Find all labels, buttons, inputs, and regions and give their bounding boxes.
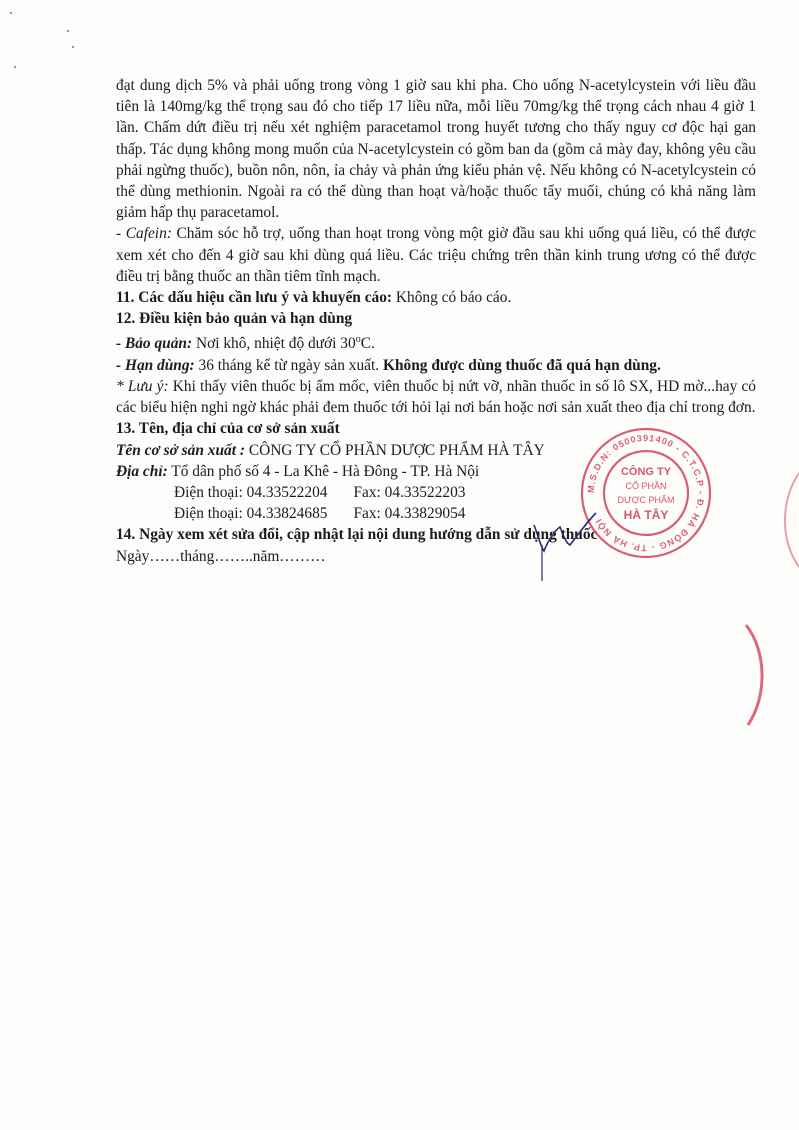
cafein-label: - Cafein:: [116, 225, 172, 243]
cafein-text: Chăm sóc hỗ trợ, uống than hoạt trong vòng một giờ đầu sau khi uống quá liều, có thể được xem xét cho đến 4 giờ sau khi dùng quá liều. Các triệu chứng trên thần kinh trung ương có thể được điều trị bằng thuốc an thần tiêm tĩnh mạch.: [116, 225, 756, 285]
degree-sup: o: [355, 334, 361, 346]
address-label: Địa chỉ:: [116, 462, 168, 480]
partial-stamp-mark: [736, 620, 776, 730]
storage-unit: C.: [360, 335, 375, 353]
scan-speck: [10, 12, 12, 14]
expiry-label: - Hạn dùng:: [116, 356, 195, 374]
signature: [520, 505, 600, 585]
section-12-title: 12. Điều kiện bảo quản và hạn dùng: [116, 310, 353, 328]
section-11-text: Không có báo cáo.: [392, 289, 512, 307]
storage-text: Nơi khô, nhiệt độ dưới 30: [192, 335, 356, 353]
phone-number: Điện thoại: 04.33522204: [174, 483, 328, 501]
scan-speck: [14, 66, 16, 68]
scan-speck: [72, 46, 74, 48]
stamp-line-4: HÀ TÂY: [623, 508, 669, 522]
date-line: Ngày……tháng……..năm………: [116, 547, 326, 565]
partial-stamp-mark: [772, 470, 799, 570]
section-13-title: 13. Tên, địa chỉ của cơ sở sản xuất: [116, 420, 340, 438]
storage-label: - Bảo quản:: [116, 335, 193, 353]
cafein-paragraph: [116, 223, 756, 287]
note-text: Khi thấy viên thuốc bị ẩm mốc, viên thuốc bị nứt vỡ, nhãn thuốc in số lô SX, HD mờ...hay có các biểu hiện nghi ngờ khác phải đem thuốc tới hỏi lại nơi bán hoặc nơi sản xuất theo địa chỉ trong đơn.: [116, 377, 757, 417]
section-11-title: 11. Các dấu hiệu cần lưu ý và khuyến cáo:: [116, 289, 393, 307]
section-14-title: 14. Ngày xem xét sửa đổi, cập nhật lại nội dung hướng dẫn sử dụng thuốc: [116, 526, 598, 544]
maker-name: CÔNG TY CỔ PHẦN DƯỢC PHẨM HÀ TÂY: [244, 441, 545, 459]
section-11: [116, 287, 756, 308]
phone-number: Điện thoại: 04.33824685: [174, 505, 328, 523]
storage-line: [116, 329, 756, 354]
expiry-text: 36 tháng kể từ ngày sản xuất.: [194, 356, 383, 374]
maker-label: Tên cơ sở sản xuất :: [116, 441, 245, 459]
expiry-warning: Không được dùng thuốc đã quá hạn dùng.: [382, 356, 661, 374]
stamp-line-2: CỔ PHẦN: [625, 481, 667, 491]
antidote-paragraph: đạt dung dịch 5% và phải uống trong vòng 1 giờ sau khi pha. Cho uống N-acetylcystein với liều đầu tiên là 140mg/kg thể trọng sau đó cho tiếp 17 liều nữa, mỗi liều 70mg/kg thể trọng cách nhau 4 giờ 1 lần. Chấm dứt điều trị nếu xét nghiệm paracetamol trong huyết tương cho thấy nguy cơ độc hại gan thấp. Tác dụng không mong muốn của N-acetylcystein có gồm ban da (gồm cả mày đay, không yêu cầu phải ngừng thuốc), buồn nôn, nôn, ỉa chảy và phản ứng kiểu phản vệ. Nếu không có N-acetylcystein có thể dùng methionin. Ngoài ra có thể dùng than hoạt và/hoặc thuốc tẩy muối, chúng có khả năng làm giảm hấp thụ paracetamol.: [116, 77, 756, 222]
scan-speck: [67, 30, 69, 32]
note-paragraph: [116, 376, 756, 418]
expiry-line: [116, 355, 756, 376]
fax-number: Fax: 04.33829054: [353, 505, 466, 523]
stamp-ring-text: M.S.D.N: 0500391400 - C.T.C.P - Đ. HÀ ĐÔNG - TP. HÀ NỘI: [585, 432, 707, 554]
stamp-line-1: CÔNG TY: [620, 466, 672, 478]
stamp-line-3: DƯỢC PHẨM: [617, 495, 675, 505]
address-text: Tổ dân phố số 4 - La Khê - Hà Đông - TP. Hà Nội: [167, 462, 480, 480]
fax-number: Fax: 04.33522203: [353, 483, 466, 501]
note-label: * Lưu ý:: [116, 377, 169, 395]
